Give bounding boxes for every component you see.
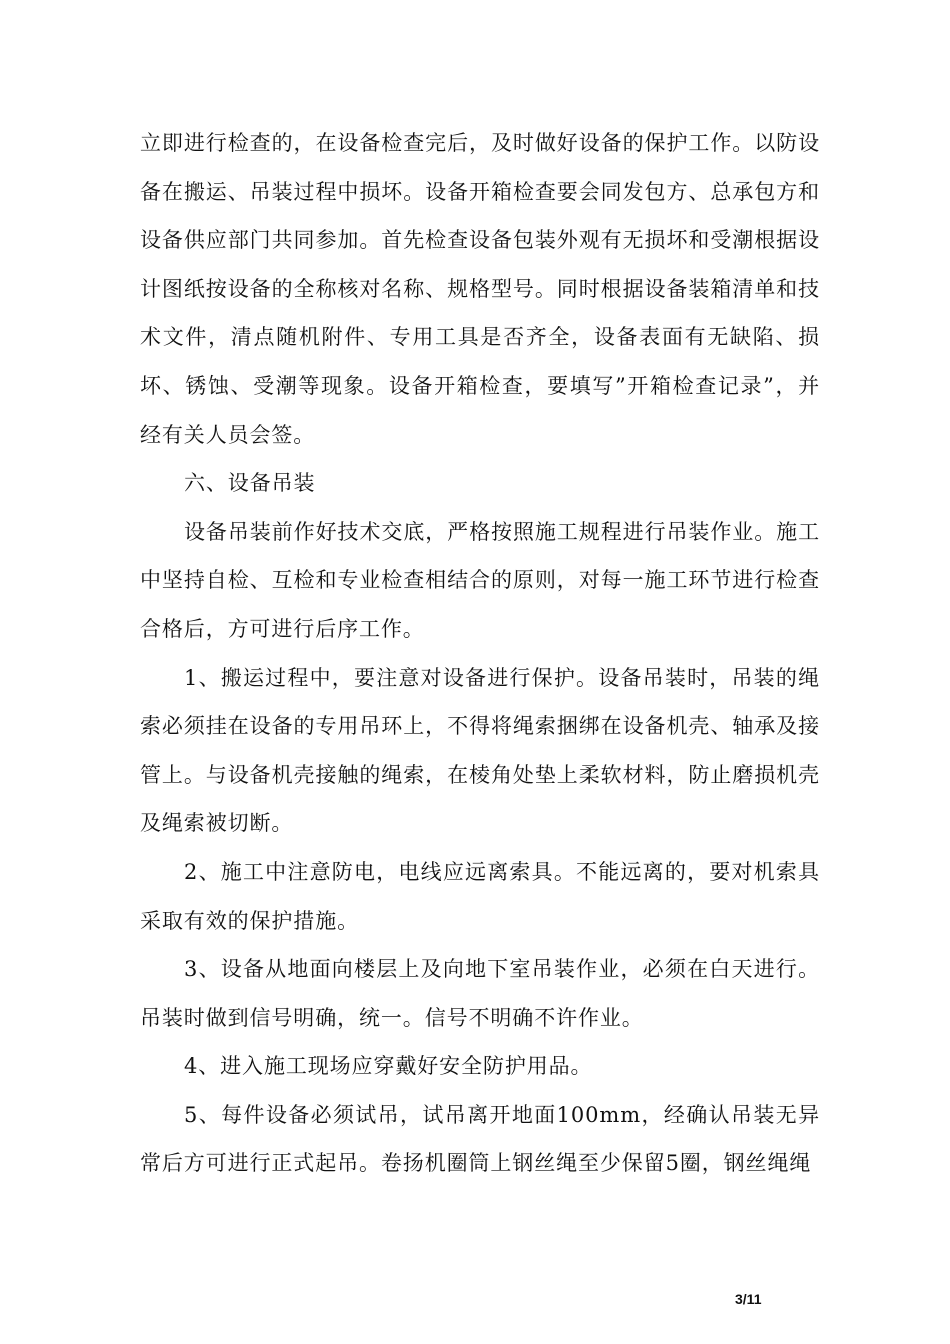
paragraph-item-5: 5、每件设备必须试吊，试吊离开地面100mm，经确认吊装无异常后方可进行正式起吊。卷扬机圈筒上钢丝绳至少保留5圈，钢丝绳绳 bbox=[140, 1102, 820, 1176]
page-number: 3/11 bbox=[735, 1291, 762, 1307]
paragraph-item-3: 3、设备从地面向楼层上及向地下室吊装作业，必须在白天进行。吊装时做到信号明确，统一。信号不明确不许作业。 bbox=[140, 957, 820, 1030]
paragraph-hoisting-intro: 设备吊装前作好技术交底，严格按照施工规程进行吊装作业。施工中坚持自检、互检和专业检查相结合的原则，对每一施工环节进行检查合格后，方可进行后序工作。 bbox=[140, 519, 820, 641]
body-text bbox=[140, 119, 820, 1188]
paragraph-item-4: 4、进入施工现场应穿戴好安全防护用品。 bbox=[184, 1054, 593, 1079]
section-heading-equipment-hoisting: 六、设备吊装 bbox=[184, 471, 316, 496]
paragraph-inspection-continued: 立即进行检查的，在设备检查完后，及时做好设备的保护工作。以防设备在搬运、吊装过程中损坏。设备开箱检查要会同发包方、总承包方和设备供应部门共同参加。首先检查设备包装外观有无损坏和受潮根据设计图纸按设备的全称核对名称、规格型号。同时根据设备装箱清单和技术文件，清点随机附件、专用工具是否齐全，设备表面有无缺陷、损坏、锈蚀、受潮等现象。设备开箱检查，要填写”开箱检查记录”，并经有关人员会签。 bbox=[140, 131, 820, 447]
paragraph-item-2: 2、施工中注意防电，电线应远离索具。不能远离的，要对机索具采取有效的保护措施。 bbox=[140, 859, 820, 933]
paragraph-item-1: 1、搬运过程中，要注意对设备进行保护。设备吊装时，吊装的绳索必须挂在设备的专用吊环上，不得将绳索捆绑在设备机壳、轴承及接管上。与设备机壳接触的绳索，在棱角处垫上柔软材料，防止磨损机壳及绳索被切断。 bbox=[140, 665, 820, 836]
